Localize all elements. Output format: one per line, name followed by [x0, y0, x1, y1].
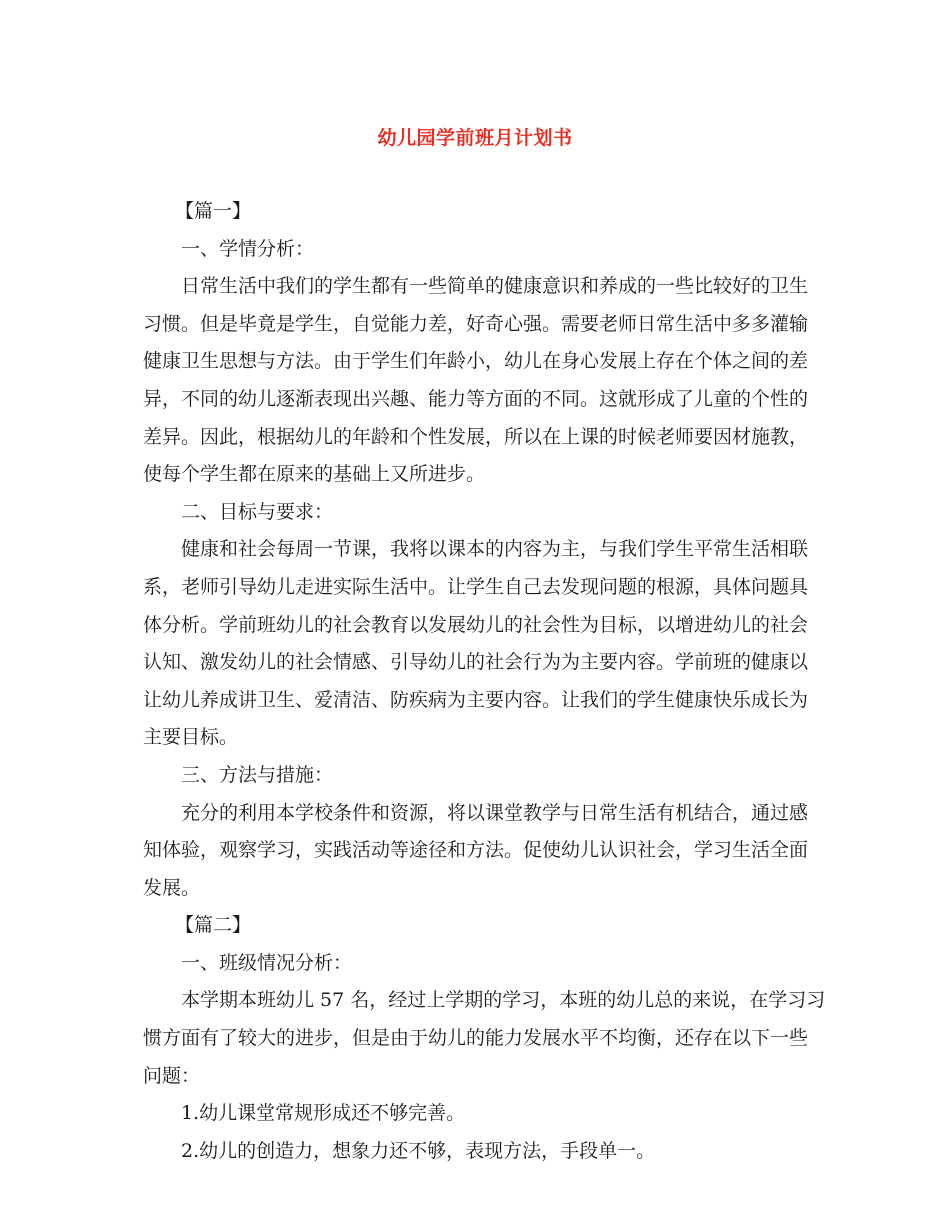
- text-line: 认知、激发幼儿的社会情感、引导幼儿的社会行为为主要内容。学前班的健康以: [143, 651, 809, 674]
- text-line: 二、目标与要求：: [181, 500, 334, 523]
- text-line: 知体验，观察学习，实践活动等途径和方法。促使幼儿认识社会，学习生活全面: [143, 839, 809, 862]
- text-line: 问题：: [143, 1064, 201, 1087]
- text-line: 体分析。学前班幼儿的社会教育以发展幼儿的社会性为目标，以增进幼儿的社会: [143, 613, 809, 636]
- text-line: 三、方法与措施：: [181, 763, 334, 786]
- text-line: 2.幼儿的创造力，想象力还不够，表现方法，手段单一。: [181, 1139, 656, 1162]
- text-line: 异，不同的幼儿逐渐表现出兴趣、能力等方面的不同。这就形成了儿童的个性的: [143, 387, 809, 410]
- text-line: 本学期本班幼儿 57 名，经过上学期的学习，本班的幼儿总的来说，在学习习: [181, 989, 826, 1012]
- document-body: [143, 193, 826, 1170]
- text-line: 发展。: [143, 876, 201, 899]
- text-line: 1.幼儿课堂常规形成还不够完善。: [181, 1102, 466, 1125]
- section-heading: 【篇一】: [175, 200, 252, 222]
- section-heading: 【篇二】: [175, 914, 252, 937]
- text-line: 惯方面有了较大的进步，但是由于幼儿的能力发展水平不均衡，还存在以下一些: [143, 1027, 809, 1050]
- text-line: 让幼儿养成讲卫生、爱清洁、防疾病为主要内容。让我们的学生健康快乐成长为: [143, 688, 809, 711]
- text-line: 一、学情分析：: [181, 237, 315, 260]
- text-line: 充分的利用本学校条件和资源，将以课堂教学与日常生活有机结合，通过感: [181, 801, 809, 824]
- text-line: 健康卫生思想与方法。由于学生们年龄小，幼儿在身心发展上存在个体之间的差: [143, 350, 809, 373]
- document-title: 幼儿园学前班月计划书: [377, 127, 573, 149]
- text-line: 一、班级情况分析：: [181, 951, 353, 974]
- text-line: 差异。因此，根据幼儿的年龄和个性发展，所以在上课的时候老师要因材施教，: [143, 425, 809, 448]
- text-line: 主要目标。: [143, 726, 239, 749]
- text-line: 习惯。但是毕竟是学生，自觉能力差，好奇心强。需要老师日常生活中多多灌输: [143, 312, 809, 335]
- text-line: 使每个学生都在原来的基础上又所进步。: [143, 463, 486, 486]
- text-line: 系，老师引导幼儿走进实际生活中。让学生自己去发现问题的根源，具体问题具: [143, 575, 809, 598]
- text-line: 健康和社会每周一节课，我将以课本的内容为主，与我们学生平常生活相联: [181, 538, 809, 561]
- text-line: 日常生活中我们的学生都有一些简单的健康意识和养成的一些比较好的卫生: [181, 275, 809, 298]
